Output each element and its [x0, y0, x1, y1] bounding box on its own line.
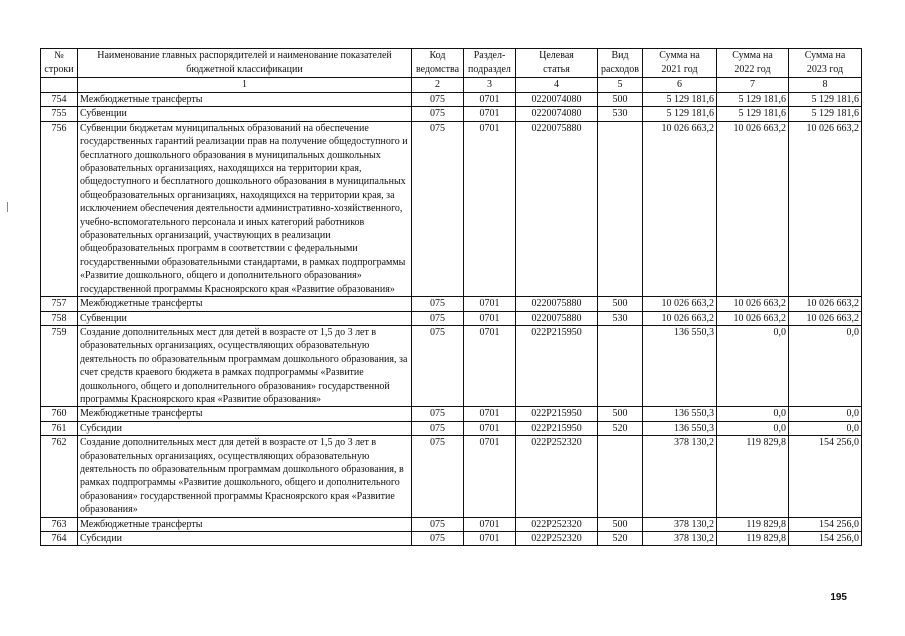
cell-sum-2022: 5 129 181,6 [717, 93, 789, 107]
cell-section: 0701 [464, 107, 516, 121]
table-row [41, 421, 862, 435]
cell-target: 0220075880 [516, 121, 598, 296]
cell-sum-2021: 136 550,3 [643, 421, 717, 435]
cell-expense: 520 [598, 421, 643, 435]
cell-name: Субсидии [78, 421, 412, 435]
cell-sum-2022: 0,0 [717, 325, 789, 406]
cell-expense: 500 [598, 93, 643, 107]
table-row [41, 107, 862, 121]
header-row-no-line1: № [54, 50, 64, 61]
cell-name: Межбюджетные трансферты [78, 407, 412, 421]
table-header [41, 49, 862, 93]
header-section-line1: Раздел- [473, 50, 506, 61]
budget-table [40, 48, 862, 546]
cell-sum-2021: 5 129 181,6 [643, 107, 717, 121]
col-number-cell: 6 [643, 78, 717, 93]
cell-name: Межбюджетные трансферты [78, 297, 412, 311]
cell-dept: 075 [412, 107, 464, 121]
header-sum-2021-line1: Сумма на [659, 50, 700, 61]
cell-sum-2021: 10 026 663,2 [643, 311, 717, 325]
cell-name: Субвенции [78, 311, 412, 325]
cell-dept: 075 [412, 311, 464, 325]
header-name-line1: Наименование главных распорядителей и наименование показателей [97, 50, 392, 61]
cell-sum-2023: 10 026 663,2 [789, 121, 862, 296]
cell-row-no: 762 [41, 436, 78, 517]
cell-sum-2023: 0,0 [789, 325, 862, 406]
header-dept-line2: ведомства [415, 64, 460, 75]
cell-sum-2023: 154 256,0 [789, 436, 862, 517]
cell-row-no: 754 [41, 93, 78, 107]
cell-name: Субвенции бюджетам муниципальных образований на обеспечение государственных гарантий реализации прав на получение общедоступного и бесплатного дошкольного образования в муниципальных дошкольных образовательных организациях, находящихся на территории края, общедоступного и бесплатного дошкольного образования в муниципальных общеобразовательных организациях, находящихся на территории края, за исключением обеспечения деятельности административно-хозяйственного, учебно-вспомогательного персонала и иных категорий работников образовательных организаций, участвующих в реализации общеобразовательных программ в соответствии с федеральными государственными образовательными стандартами, в рамках подпрограммы «Развитие дошкольного, общего и дополнительного образования» государственной программы Красноярского края «Развитие образования» [78, 121, 412, 296]
table-row [41, 297, 862, 311]
cell-sum-2021: 136 550,3 [643, 407, 717, 421]
cell-expense [598, 436, 643, 517]
header-sum-2022 [717, 49, 789, 78]
cell-expense: 520 [598, 532, 643, 546]
cell-section: 0701 [464, 532, 516, 546]
cell-section: 0701 [464, 517, 516, 531]
header-section [464, 49, 516, 78]
cell-sum-2022: 0,0 [717, 407, 789, 421]
cell-row-no: 755 [41, 107, 78, 121]
cell-target: 022P252320 [516, 436, 598, 517]
cell-section: 0701 [464, 325, 516, 406]
cell-expense: 500 [598, 297, 643, 311]
cell-sum-2023: 5 129 181,6 [789, 93, 862, 107]
cell-name: Создание дополнительных мест для детей в возрасте от 1,5 до 3 лет в образовательных организациях, осуществляющих образовательную деятельность по образовательным программам дошкольного образования, за счет средств краевого бюджета в рамках подпрограммы «Развитие дошкольного, общего и дополнительного образования» государственной программы Красноярского края «Развитие образования» [78, 325, 412, 406]
header-target [516, 49, 598, 78]
header-name [78, 49, 412, 78]
cell-target: 022P215950 [516, 325, 598, 406]
cell-dept: 075 [412, 325, 464, 406]
header-sum-2022-line1: Сумма на [732, 50, 773, 61]
cell-sum-2022: 119 829,8 [717, 532, 789, 546]
cell-sum-2022: 5 129 181,6 [717, 107, 789, 121]
cell-row-no: 760 [41, 407, 78, 421]
cell-sum-2021: 378 130,2 [643, 517, 717, 531]
cell-dept: 075 [412, 532, 464, 546]
cell-sum-2022: 10 026 663,2 [717, 311, 789, 325]
cell-section: 0701 [464, 421, 516, 435]
cell-sum-2021: 378 130,2 [643, 436, 717, 517]
header-row-no [41, 49, 78, 78]
cell-sum-2022: 0,0 [717, 421, 789, 435]
cell-section: 0701 [464, 297, 516, 311]
cell-target: 022P215950 [516, 407, 598, 421]
col-number-cell: 4 [516, 78, 598, 93]
cell-name: Межбюджетные трансферты [78, 517, 412, 531]
table-row [41, 121, 862, 296]
header-dept [412, 49, 464, 78]
cell-name: Создание дополнительных мест для детей в возрасте от 1,5 до 3 лет в образовательных организациях, осуществляющих образовательную деятельность по образовательным программам дошкольного образования, в рамках подпрограммы «Развитие дошкольного, общего и дополнительного образования» государственной программы Красноярского края «Развитие образования» [78, 436, 412, 517]
cell-sum-2023: 0,0 [789, 421, 862, 435]
header-sum-2022-line2: 2022 год [734, 64, 771, 75]
header-sum-2023-line1: Сумма на [804, 50, 846, 61]
header-expense [598, 49, 643, 78]
column-number-row [41, 78, 862, 93]
cell-section: 0701 [464, 311, 516, 325]
cell-target: 0220074080 [516, 107, 598, 121]
cell-expense: 500 [598, 517, 643, 531]
cell-expense [598, 325, 643, 406]
cell-expense: 530 [598, 311, 643, 325]
cell-row-no: 757 [41, 297, 78, 311]
cell-sum-2021: 136 550,3 [643, 325, 717, 406]
cell-expense: 500 [598, 407, 643, 421]
cell-dept: 075 [412, 421, 464, 435]
cell-row-no: 763 [41, 517, 78, 531]
table-row [41, 436, 862, 517]
cell-row-no: 764 [41, 532, 78, 546]
cell-section: 0701 [464, 93, 516, 107]
cell-dept: 075 [412, 407, 464, 421]
header-sum-2023-line2: 2023 год [806, 64, 844, 75]
cell-name: Межбюджетные трансферты [78, 93, 412, 107]
header-sum-2021-line2: 2021 год [661, 64, 698, 75]
header-section-line2: подраздел [468, 64, 511, 75]
cell-target: 022P252320 [516, 532, 598, 546]
col-number-cell: 3 [464, 78, 516, 93]
table-row [41, 532, 862, 546]
cell-dept: 075 [412, 436, 464, 517]
cell-row-no: 758 [41, 311, 78, 325]
col-number-cell: 2 [412, 78, 464, 93]
cell-sum-2021: 5 129 181,6 [643, 93, 717, 107]
cell-sum-2022: 119 829,8 [717, 436, 789, 517]
header-sum-2023 [789, 49, 862, 78]
header-name-line2: бюджетной классификации [186, 64, 303, 75]
cell-sum-2022: 10 026 663,2 [717, 297, 789, 311]
table-row [41, 407, 862, 421]
cell-dept: 075 [412, 297, 464, 311]
table-body [41, 93, 862, 546]
cell-dept: 075 [412, 93, 464, 107]
scan-edge-mark [7, 202, 8, 212]
cell-section: 0701 [464, 121, 516, 296]
col-number-cell: 5 [598, 78, 643, 93]
cell-dept: 075 [412, 121, 464, 296]
cell-sum-2023: 10 026 663,2 [789, 311, 862, 325]
col-number-cell: 8 [789, 78, 862, 93]
cell-expense [598, 121, 643, 296]
header-row-no-line2: строки [44, 64, 74, 75]
cell-sum-2023: 154 256,0 [789, 517, 862, 531]
cell-expense: 530 [598, 107, 643, 121]
cell-sum-2023: 154 256,0 [789, 532, 862, 546]
cell-sum-2022: 10 026 663,2 [717, 121, 789, 296]
cell-row-no: 756 [41, 121, 78, 296]
cell-target: 0220075880 [516, 297, 598, 311]
cell-sum-2021: 10 026 663,2 [643, 297, 717, 311]
col-number-cell: 1 [78, 78, 412, 93]
cell-section: 0701 [464, 436, 516, 517]
header-expense-line1: Вид [611, 50, 629, 61]
cell-sum-2023: 5 129 181,6 [789, 107, 862, 121]
header-target-line1: Целевая [539, 50, 574, 61]
table-row [41, 311, 862, 325]
table-row [41, 93, 862, 107]
cell-sum-2023: 0,0 [789, 407, 862, 421]
col-number-cell [41, 78, 78, 93]
header-row [41, 49, 862, 78]
cell-sum-2021: 378 130,2 [643, 532, 717, 546]
cell-sum-2023: 10 026 663,2 [789, 297, 862, 311]
table-row [41, 517, 862, 531]
header-expense-line2: расходов [601, 64, 639, 75]
col-number-cell: 7 [717, 78, 789, 93]
cell-name: Субвенции [78, 107, 412, 121]
header-target-line2: статья [543, 64, 570, 75]
page-number: 195 [830, 592, 847, 603]
cell-row-no: 759 [41, 325, 78, 406]
header-dept-line1: Код [429, 50, 446, 61]
cell-target: 0220075880 [516, 311, 598, 325]
cell-dept: 075 [412, 517, 464, 531]
cell-target: 0220074080 [516, 93, 598, 107]
cell-target: 022P215950 [516, 421, 598, 435]
cell-target: 022P252320 [516, 517, 598, 531]
cell-name: Субсидии [78, 532, 412, 546]
cell-sum-2021: 10 026 663,2 [643, 121, 717, 296]
cell-row-no: 761 [41, 421, 78, 435]
header-sum-2021 [643, 49, 717, 78]
cell-sum-2022: 119 829,8 [717, 517, 789, 531]
table-row [41, 325, 862, 406]
cell-section: 0701 [464, 407, 516, 421]
